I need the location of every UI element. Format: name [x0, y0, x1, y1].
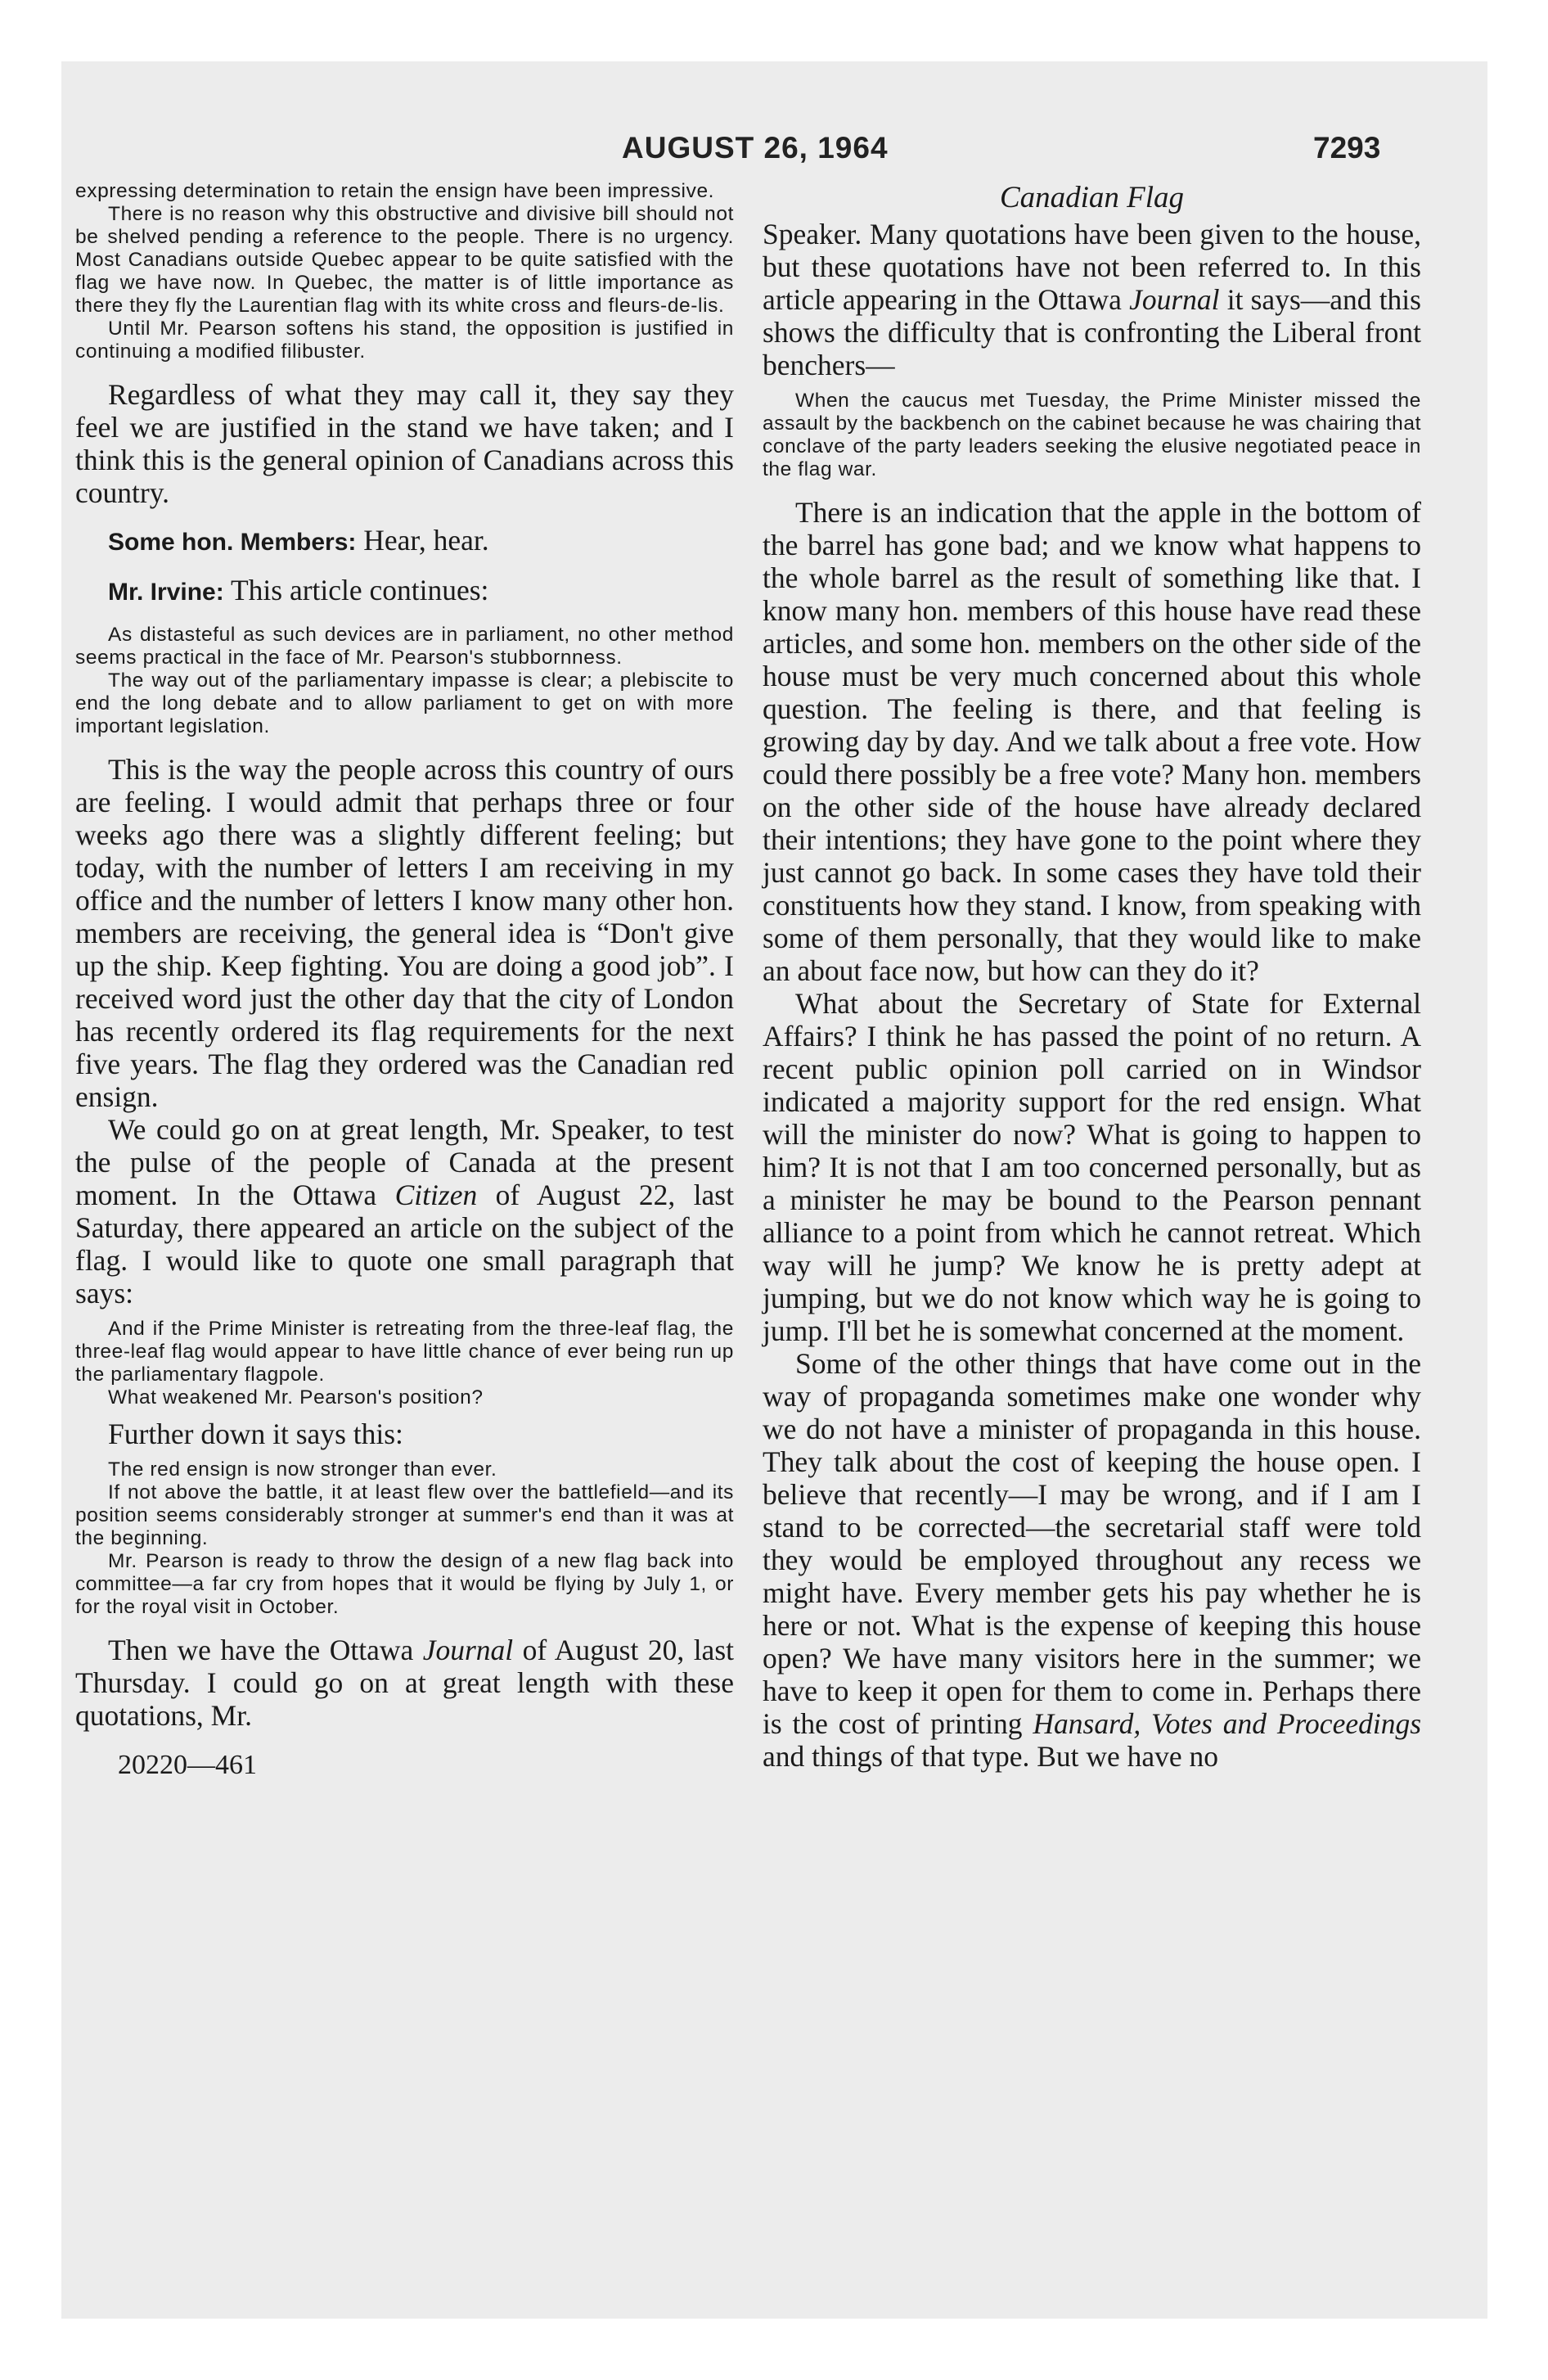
body-paragraph: Regardless of what they may call it, they say they feel we are justified in the stand we have taken; and I think this is the general opinion of Canadians across this country. — [75, 378, 734, 509]
quote-paragraph: There is no reason why this obstructive and divisive bill should not be shelved pending a reference to the people. There is no urgency. Most Canadians outside Quebec appear to be quite satisfied with the flag we have now. In Quebec, the matter is of little importance as there they fly the Laurentian flag with its white cross and fleurs-de-lis. — [75, 203, 734, 317]
body-paragraph: This is the way the people across this country of ours are feeling. I would admit that perhaps three or four weeks ago there was a slightly different feeling; but today, with the number of letters I am receiving in my office and the number of letters I know many other hon. members are receiving, the general idea is “Don't give up the ship. Keep fighting. You are doing a good job”. I received word just the other day that the city of London has recently ordered its flag requirements for the next five years. The flag they ordered was the Canadian red ensign. — [75, 753, 734, 1113]
body-paragraph: Further down it says this: — [108, 1418, 403, 1450]
text-run: Speaker. Many quotations have been given to the house, but these quotations have not been referred to. In this article appearing in the Ottawa — [763, 218, 1421, 316]
newspaper-title: Journal — [1129, 283, 1220, 316]
page-number: 7293 — [1313, 131, 1381, 165]
text-run: and things of that type. But we have no — [763, 1740, 1219, 1773]
body-paragraph — [763, 1347, 1421, 1773]
running-head: Canadian Flag — [999, 181, 1185, 214]
issue-date: AUGUST 26, 1964 — [622, 131, 889, 165]
body-paragraph — [75, 1634, 734, 1732]
speech-intro — [75, 574, 734, 609]
interjection-text: Hear, hear. — [356, 524, 489, 557]
speech-text: This article continues: — [223, 574, 489, 606]
body-paragraph: There is an indication that the apple in the bottom of the barrel has gone bad; and we know what happens to the whole barrel as the result of something like that. I know many hon. members of this house have read these articles, and some hon. members on the other side of the house must be very much concerned about this whole question. The feeling is there, and that feeling is growing day by day. And we talk about a free vote. How could there possibly be a free vote? Many hon. members on the other side of the house have already declared their intentions; they have gone to the point where they just cannot go back. In some cases they have told their constituents how they stand. I know, from speaking with some of them personally, that they would like to make an about face now, but how can they do it? — [763, 496, 1421, 987]
quote-paragraph: What weakened Mr. Pearson's position? — [108, 1386, 484, 1409]
quote-paragraph: expressing determination to retain the ensign have been impressive. — [75, 180, 715, 202]
speaker-label: Mr. Irvine: — [108, 579, 224, 606]
quote-paragraph: The way out of the parliamentary impasse is clear; a plebiscite to end the long debate and to allow parliament to get on with more important legislation. — [75, 669, 734, 737]
left-column — [75, 180, 734, 1781]
quote-paragraph: When the caucus met Tuesday, the Prime Minister missed the assault by the backbench on the cabinet because he was chairing that conclave of the party leaders seeking the elusive negotiated peace in the flag war. — [763, 390, 1421, 480]
quote-paragraph: If not above the battle, it at least flew over the battlefield—and its position seems considerably stronger at summer's end than it was at the beginning. — [75, 1481, 734, 1549]
quote-paragraph: Until Mr. Pearson softens his stand, the opposition is justified in continuing a modified filibuster. — [75, 318, 734, 363]
print-code: 20220—461 — [118, 1750, 257, 1780]
text-run: Then we have the Ottawa — [108, 1634, 423, 1666]
quote-paragraph: The red ensign is now stronger than ever. — [108, 1458, 497, 1481]
text-run: of August 22, last Saturday, there appeared an article on the subject of the flag. I would like to quote one small paragraph that says: — [75, 1179, 734, 1309]
newspaper-title: Citizen — [394, 1179, 478, 1211]
text-run: We could go on at great length, Mr. Speaker, to test the pulse of the people of Canada at the present moment. In the Ottawa — [75, 1113, 734, 1211]
quote-paragraph: Mr. Pearson is ready to throw the design of a new flag back into committee—a far cry from hopes that it would be flying by July 1, or for the royal visit in October. — [75, 1550, 734, 1618]
newspaper-title: Journal — [422, 1634, 514, 1666]
body-paragraph — [763, 218, 1421, 381]
text-run: Some of the other things that have come out in the way of propaganda sometimes make one wonder why we do not have a minister of propaganda in this house. They talk about the cost of keeping the house open. I believe that recently—I may be wrong, and if I am I stand to be corrected—the secretarial staff were told they would be employed throughout any recess we might have. Every member gets his pay whether he is here or not. What is the expense of keeping this house open? We have many visitors here in the summer; we have to keep it open for them to come in. Perhaps there is the cost of printing — [763, 1347, 1421, 1740]
publication-names: Hansard, Votes and Proceedings — [1033, 1707, 1422, 1740]
text-run: of August 20, last Thursday. I could go on at great length with these quotations, Mr. — [75, 1634, 734, 1732]
right-column — [763, 180, 1421, 1773]
quote-paragraph: And if the Prime Minister is retreating from the three-leaf flag, the three-leaf flag would appear to have little chance of ever being run up the parliamentary flagpole. — [75, 1318, 734, 1386]
interjection — [75, 524, 734, 559]
text-run: it says—and this shows the difficulty that is confronting the Liberal front benchers— — [763, 283, 1421, 381]
body-paragraph — [75, 1113, 734, 1309]
page-header — [0, 131, 1548, 168]
quote-paragraph: As distasteful as such devices are in parliament, no other method seems practical in the face of Mr. Pearson's stubbornness. — [75, 624, 734, 669]
body-paragraph: What about the Secretary of State for External Affairs? I think he has passed the point of no return. A recent public opinion poll carried on in Windsor indicated a majority support for the red ensign. What will the minister do now? What is going to happen to him? It is not that I am too concerned personally, but as a minister he may be bound to the Pearson pennant alliance to a point from which he cannot retreat. Which way will he jump? We know he is pretty adept at jumping, but we do not know which way he is going to jump. I'll bet he is somewhat concerned at the moment. — [763, 987, 1421, 1347]
speaker-label: Some hon. Members: — [108, 529, 357, 556]
